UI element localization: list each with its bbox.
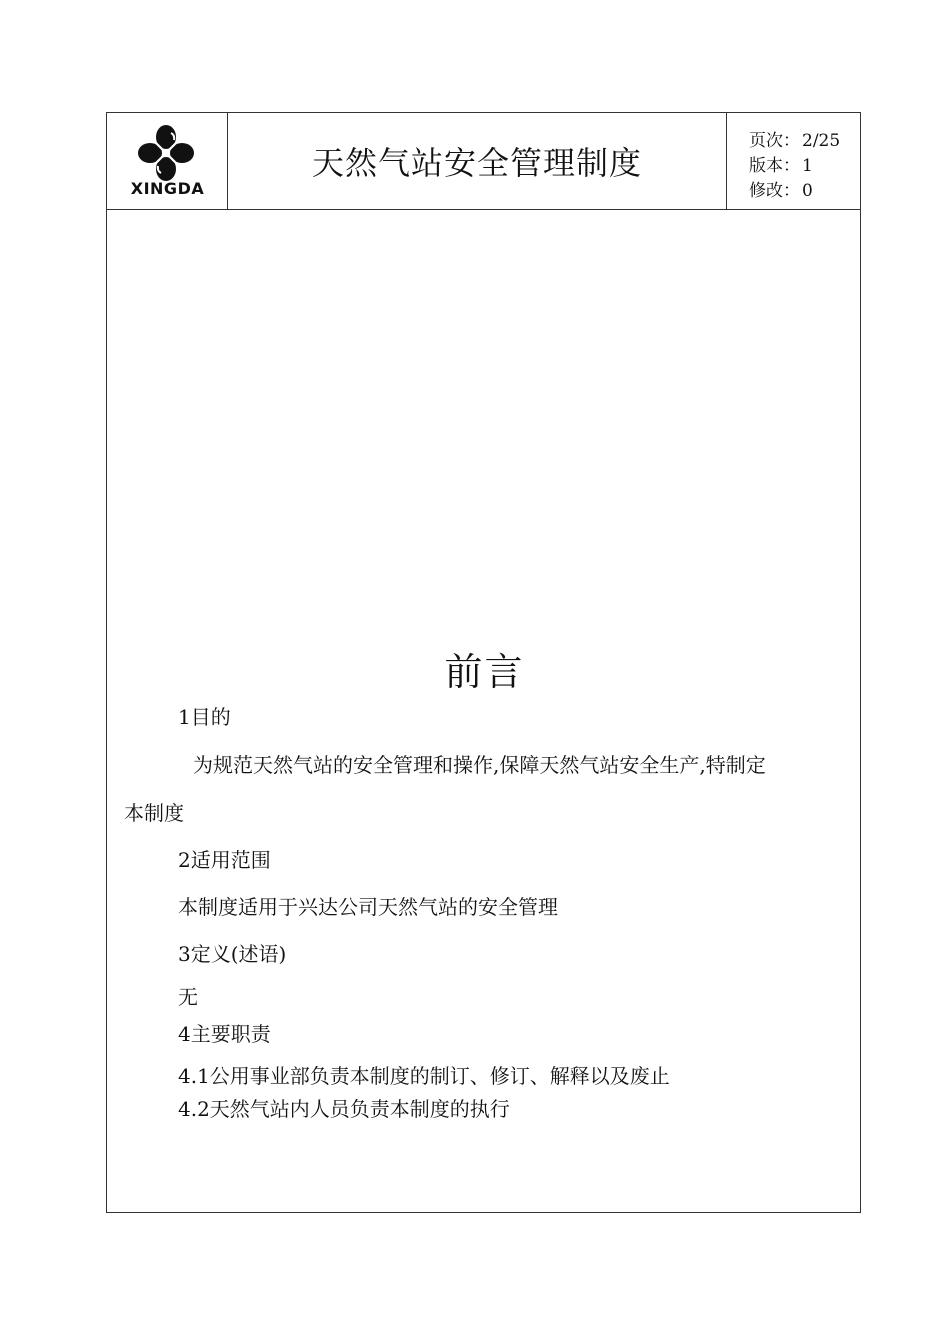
page-value: 2/25 — [802, 131, 841, 151]
section-3-text: 无 — [178, 985, 198, 1009]
title-cell — [228, 113, 727, 209]
section-1-text-line-1: 为规范天然气站的安全管理和操作,保障天然气站安全生产,特制定 — [193, 753, 766, 777]
version-info — [749, 151, 813, 176]
page-label: 页次： — [749, 131, 800, 151]
logo-text: XINGDA — [130, 179, 205, 198]
document-title: 天然气站安全管理制度 — [311, 144, 642, 182]
version-label: 版本： — [749, 156, 800, 176]
xingda-logo-icon — [138, 125, 194, 181]
section-3-heading: 3定义(述语) — [178, 942, 287, 966]
section-1-text-line-2: 本制度 — [124, 801, 184, 825]
preface-heading: 前言 — [444, 650, 525, 694]
logo-cell — [107, 113, 228, 209]
revision-label: 修改： — [749, 181, 800, 201]
revision-value: 0 — [802, 181, 813, 201]
section-1-heading: 1目的 — [178, 705, 231, 729]
version-value: 1 — [802, 156, 813, 176]
document-header — [107, 113, 860, 210]
section-2-text: 本制度适用于兴达公司天然气站的安全管理 — [178, 895, 558, 919]
page-info — [749, 126, 840, 151]
revision-info — [749, 176, 813, 201]
section-2-heading: 2适用范围 — [178, 848, 271, 872]
section-4-heading: 4主要职责 — [178, 1022, 271, 1046]
document-frame — [106, 112, 861, 1213]
meta-cell — [727, 113, 861, 209]
section-4-item-1: 4.1公用事业部负责本制度的制订、修订、解释以及废止 — [178, 1064, 670, 1088]
section-4-item-2: 4.2天然气站内人员负责本制度的执行 — [178, 1097, 510, 1121]
